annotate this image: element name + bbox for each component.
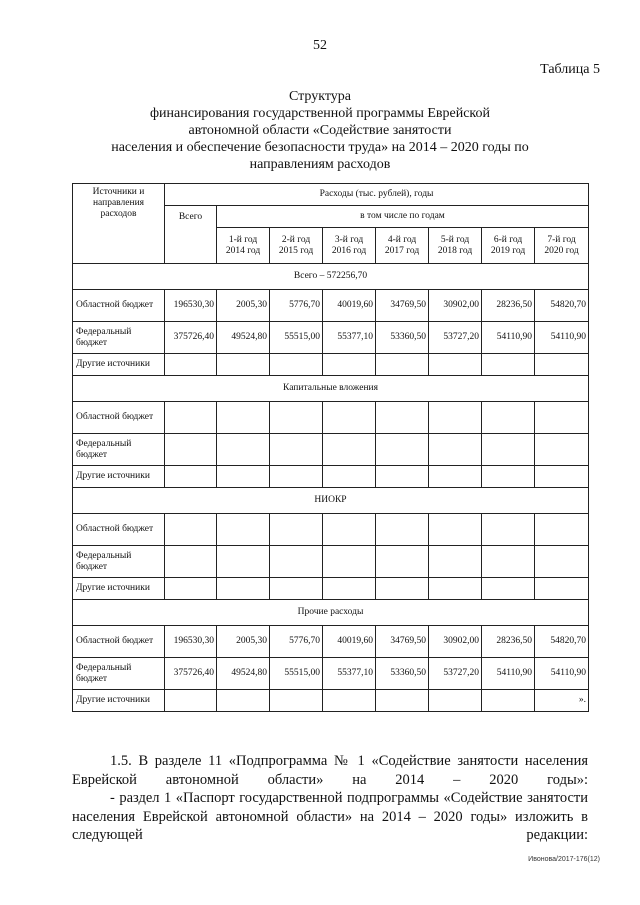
table-cell bbox=[217, 354, 270, 376]
table-cell bbox=[535, 466, 589, 488]
table-row bbox=[73, 546, 589, 578]
section-title: Капитальные вложения bbox=[73, 376, 589, 402]
header-year-1: 1-й год 2014 год bbox=[217, 228, 270, 264]
table-cell bbox=[482, 546, 535, 578]
table-cell: 40019,60 bbox=[323, 626, 376, 658]
table-cell bbox=[535, 354, 589, 376]
table-cell: 54820,70 bbox=[535, 626, 589, 658]
table-row bbox=[73, 626, 589, 658]
table-cell: 34769,50 bbox=[376, 290, 429, 322]
table-row bbox=[73, 322, 589, 354]
table-cell: 2005,30 bbox=[217, 626, 270, 658]
table-cell bbox=[376, 402, 429, 434]
table-cell bbox=[376, 514, 429, 546]
table-cell: 53727,20 bbox=[429, 658, 482, 690]
row-label: Областной бюджет bbox=[73, 514, 165, 546]
table-cell: 54110,90 bbox=[482, 322, 535, 354]
table-cell bbox=[376, 434, 429, 466]
header-year-4: 4-й год 2017 год bbox=[376, 228, 429, 264]
table-cell: 53727,20 bbox=[429, 322, 482, 354]
table-cell bbox=[165, 546, 217, 578]
table-cell bbox=[323, 402, 376, 434]
table-cell bbox=[165, 578, 217, 600]
table-cell bbox=[482, 466, 535, 488]
table-cell: 5776,70 bbox=[270, 290, 323, 322]
table-cell bbox=[535, 546, 589, 578]
table-cell bbox=[376, 578, 429, 600]
table-cell bbox=[429, 546, 482, 578]
table-cell: 53360,50 bbox=[376, 658, 429, 690]
section-row bbox=[73, 264, 589, 290]
table-cell bbox=[217, 434, 270, 466]
table-cell bbox=[429, 354, 482, 376]
table-cell: 30902,00 bbox=[429, 626, 482, 658]
table-row bbox=[73, 514, 589, 546]
table-row bbox=[73, 466, 589, 488]
table-cell bbox=[270, 466, 323, 488]
table-row bbox=[73, 354, 589, 376]
table-cell bbox=[482, 402, 535, 434]
table-cell bbox=[217, 690, 270, 712]
table-cell bbox=[165, 402, 217, 434]
table-cell bbox=[270, 354, 323, 376]
title-line: финансирования государственной программы Еврейской bbox=[149, 106, 491, 121]
table-cell bbox=[270, 546, 323, 578]
header-year-3: 3-й год 2016 год bbox=[323, 228, 376, 264]
table-cell bbox=[482, 434, 535, 466]
table-cell bbox=[482, 578, 535, 600]
table-cell bbox=[165, 466, 217, 488]
table-cell: 54110,90 bbox=[535, 658, 589, 690]
table-cell: 375726,40 bbox=[165, 658, 217, 690]
title-line: Структура bbox=[288, 89, 352, 104]
table-cell: 55377,10 bbox=[323, 322, 376, 354]
table-cell bbox=[323, 578, 376, 600]
table-cell: 40019,60 bbox=[323, 290, 376, 322]
section-title: Всего – 572256,70 bbox=[73, 264, 589, 290]
table-cell bbox=[217, 578, 270, 600]
table-cell bbox=[165, 690, 217, 712]
table-cell bbox=[535, 402, 589, 434]
table-cell: 54820,70 bbox=[535, 290, 589, 322]
table-cell bbox=[323, 546, 376, 578]
table-cell bbox=[270, 690, 323, 712]
row-label: Другие источники bbox=[73, 466, 165, 488]
table-cell bbox=[270, 434, 323, 466]
section-title: НИОКР bbox=[73, 488, 589, 514]
title-line: автономной области «Содействие занятости bbox=[188, 123, 452, 138]
table-cell bbox=[217, 514, 270, 546]
table-row bbox=[73, 290, 589, 322]
title-line: направлениям расходов bbox=[249, 157, 391, 172]
paragraph: - раздел 1 «Паспорт государственной подпрограммы «Содействие занятости населения Еврейской автономной области» на 2014 – 2020 годы» изложить в следующей редакции: bbox=[72, 790, 588, 843]
section-title: Прочие расходы bbox=[73, 600, 589, 626]
table-cell: 34769,50 bbox=[376, 626, 429, 658]
financing-table bbox=[72, 183, 589, 712]
header-year-6: 6-й год 2019 год bbox=[482, 228, 535, 264]
row-label: Областной бюджет bbox=[73, 626, 165, 658]
header-sources: Источники и направления расходов bbox=[73, 184, 165, 264]
table-cell bbox=[535, 578, 589, 600]
table-cell bbox=[535, 434, 589, 466]
header-year-2: 2-й год 2015 год bbox=[270, 228, 323, 264]
row-label: Другие источники bbox=[73, 578, 165, 600]
table-cell bbox=[165, 434, 217, 466]
table-cell bbox=[217, 402, 270, 434]
row-label: Федеральный бюджет bbox=[73, 322, 165, 354]
table-cell bbox=[429, 690, 482, 712]
row-label: Федеральный бюджет bbox=[73, 546, 165, 578]
table-row bbox=[73, 434, 589, 466]
table-cell: 196530,30 bbox=[165, 290, 217, 322]
table-cell bbox=[376, 690, 429, 712]
section-row bbox=[73, 376, 589, 402]
table-cell: 5776,70 bbox=[270, 626, 323, 658]
header-total: Всего bbox=[165, 206, 217, 264]
table-cell bbox=[323, 690, 376, 712]
section-row bbox=[73, 488, 589, 514]
table-cell bbox=[429, 514, 482, 546]
table-cell: 55515,00 bbox=[270, 322, 323, 354]
row-label: Областной бюджет bbox=[73, 290, 165, 322]
table-cell: 54110,90 bbox=[535, 322, 589, 354]
table-cell bbox=[482, 514, 535, 546]
table-cell bbox=[270, 514, 323, 546]
table-cell: 28236,50 bbox=[482, 626, 535, 658]
table-cell: 55515,00 bbox=[270, 658, 323, 690]
table-cell bbox=[429, 402, 482, 434]
table-cell bbox=[270, 578, 323, 600]
page-number: 52 bbox=[313, 38, 327, 53]
table-cell bbox=[165, 354, 217, 376]
table-cell: 375726,40 bbox=[165, 322, 217, 354]
table-row bbox=[73, 658, 589, 690]
row-label: Другие источники bbox=[73, 690, 165, 712]
footer-reference: Ивонова/2017-176(12) bbox=[528, 856, 600, 863]
table-cell: 53360,50 bbox=[376, 322, 429, 354]
table-row bbox=[73, 690, 589, 712]
table-cell: ». bbox=[535, 690, 589, 712]
paragraph: 1.5. В разделе 11 «Подпрограмма № 1 «Содействие занятости населения Еврейской автономной области» на 2014 – 2020 годы»: bbox=[72, 753, 588, 788]
table-cell bbox=[217, 546, 270, 578]
table-cell: 49524,80 bbox=[217, 322, 270, 354]
table-cell: 55377,10 bbox=[323, 658, 376, 690]
table-cell bbox=[270, 402, 323, 434]
table-cell bbox=[165, 514, 217, 546]
table-row bbox=[73, 578, 589, 600]
table-title bbox=[40, 88, 600, 173]
table-row bbox=[73, 402, 589, 434]
table-cell bbox=[376, 546, 429, 578]
table-number: Таблица 5 bbox=[540, 62, 600, 77]
header-including: в том числе по годам bbox=[217, 206, 589, 228]
title-line: населения и обеспечение безопасности труда» на 2014 – 2020 годы по bbox=[111, 140, 529, 155]
header-expenses: Расходы (тыс. рублей), годы bbox=[165, 184, 589, 206]
row-label: Федеральный бюджет bbox=[73, 434, 165, 466]
table-cell: 54110,90 bbox=[482, 658, 535, 690]
table-cell bbox=[217, 466, 270, 488]
table-cell bbox=[323, 354, 376, 376]
table-cell bbox=[482, 690, 535, 712]
table-cell bbox=[429, 578, 482, 600]
table-cell: 196530,30 bbox=[165, 626, 217, 658]
table-cell bbox=[376, 354, 429, 376]
table-cell bbox=[482, 354, 535, 376]
table-cell: 49524,80 bbox=[217, 658, 270, 690]
section-row bbox=[73, 600, 589, 626]
body-text bbox=[72, 752, 588, 845]
header-year-5: 5-й год 2018 год bbox=[429, 228, 482, 264]
table-cell bbox=[429, 466, 482, 488]
row-label: Областной бюджет bbox=[73, 402, 165, 434]
table-cell bbox=[429, 434, 482, 466]
table-cell bbox=[323, 466, 376, 488]
table-cell: 28236,50 bbox=[482, 290, 535, 322]
header-year-7: 7-й год 2020 год bbox=[535, 228, 589, 264]
table-cell bbox=[535, 514, 589, 546]
row-label: Федеральный бюджет bbox=[73, 658, 165, 690]
table-cell: 2005,30 bbox=[217, 290, 270, 322]
table-cell: 30902,00 bbox=[429, 290, 482, 322]
table-cell bbox=[323, 434, 376, 466]
table-cell bbox=[376, 466, 429, 488]
table-cell bbox=[323, 514, 376, 546]
row-label: Другие источники bbox=[73, 354, 165, 376]
